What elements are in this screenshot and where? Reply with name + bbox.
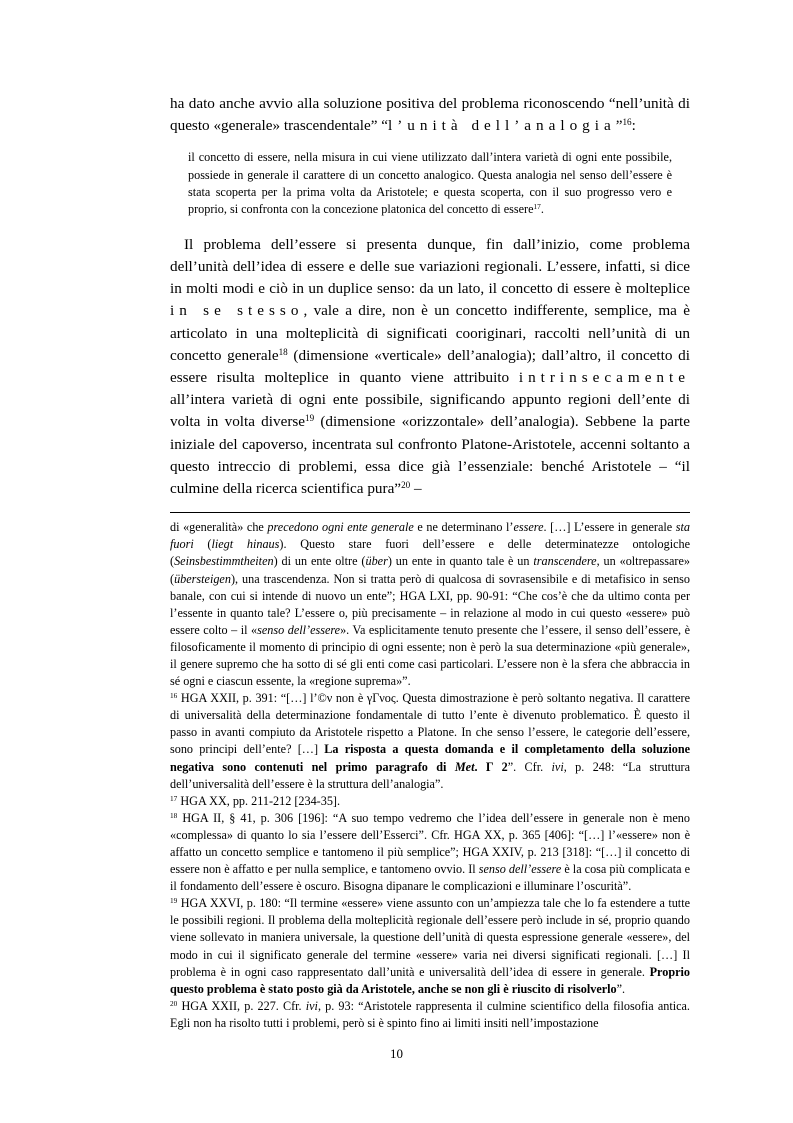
footnote-16: $^{16}$ HGA XXII, p. 391: “[…] l’©ν non è γΓνος. Questa dimostrazione è però soltanto negativa. Il carattere di universalità della determinazione fondamentale di tutto l’ente è divenuto problematico. È questo il passo in avanti compiuto da Aristotele rispetto a Platone. In che senso l’essere, le categorie dell’essere, sono principi dell’ente? […] La risposta a questa domanda e il completamento della soluzione negativa sono contenuti nel primo paragrafo di Met. Γ 2”. Cfr. ivi, p. 248: “La struttura dell’universalità dell’essere è la struttura dell’analogia”.: [170, 691, 691, 791]
paragraph-main: Il problema dell’essere si presenta dunque, fin dall’inizio, come problema dell’unità dell’idea di essere e delle sue variazioni regionali. L’essere, infatti, si dice in molti modi e ciò in un duplice senso: da un lato, il concetto di essere è molteplice in se stesso, vale a dire, non è un concetto indifferente, semplice, ma è articolato in una molteplicità di significati cooriginari, raccolti nell’unità di un concetto generale$^{18}$ (dimensione «verticale» dell’analogia); dall’altro, il concetto di essere risulta molteplice in quanto viene attribuito intrinsecamente all’intera varietà di ogni ente possibile, significando appunto regioni dell’ente di volta in volta diverse$^{19}$ (dimensione «orizzontale» dell’analogia). Sebbene la parte iniziale del capoverso, incentrata sul confronto Platone-Aristotele, accenni soltanto a questo intreccio di problemi, essa dice già l’essenziale: benché Aristotele – “il culmine della ricerca scientifica pura”$^{20}$ –: [170, 235, 691, 498]
footnote-number: 16: [170, 691, 178, 701]
footnote-continued: di «generalità» che precedono ogni ente generale e ne determinano l’essere. […] L’essere in generale sta fuori (liegt hinaus). Questo stare fuori dell’essere e delle determinatezze ontologiche (Seinsbestimmtheiten) di un ente oltre (über) un ente in quanto tale è un transcendere, un «oltrepassare» (übersteigen), una trascendenza. Non si tratta però di qualcosa di sovrasensibile e di metafisico in senso banale, con cui si intende di nuovo un ente”; HGA LXI, pp. 90-91: “Che cos’è che da ultimo conta per l’essente in quanto tale? L’essere o, più precisamente – in relazione al modo in cui questo «essere» può essere colto – il «senso dell’essere». Va esplicitamente tenuto presente che l’essere, il senso dell’essere, è filosoficamente il momento di principio di ogni essente; non è però la sua determinazione «più generale», il genere supremo che ha sotto di sé gli enti come casi particolari. L’essere non è la sfera che abbraccia in sé ogni e ciascun essente, la «regione suprema»”.: [170, 520, 690, 689]
footnote-17: $^{17}$ HGA XX, pp. 211-212 [234-35].: [170, 793, 341, 808]
page-content: [170, 93, 690, 1032]
footnote-number: 20: [170, 998, 178, 1008]
footnote-20: $^{20}$ HGA XXII, p. 227. Cfr. ivi, p. 93: “Aristotele rappresenta il culmine scientifico della filosofia antica. Egli non ha risolto tutti i problemi, però si è spinto fino ai limiti insiti nell’impostazione: [170, 998, 690, 1030]
footnote-ref-18[interactable]: 18: [278, 346, 288, 357]
spaced-emphasis: l’unità dell’analogia: [388, 117, 616, 135]
footnote-ref-17[interactable]: 17: [533, 201, 541, 211]
page-number: 10: [390, 1046, 403, 1061]
block-quote: il concetto di essere, nella misura in cui viene utilizzato dall’intera varietà di ogni ente possibile, possiede in generale il carattere di un concetto analogico. Questa analogia nel senso dell’essere è stata scoperta per la prima volta da Aristotele; e questa scoperta, con il suo progresso vero e proprio, si confronta con la concezione platonica del concetto di essere$^{17}$.: [188, 150, 672, 216]
footnote-separator: [170, 512, 690, 513]
paragraph-continued: ha dato anche avvio alla soluzione positiva del problema riconoscendo “nell’unità di questo «generale» trascendentale” “l’unità dell’analogia”$^{16}$:: [170, 95, 690, 135]
footnote-ref-19[interactable]: 19: [305, 413, 315, 424]
footnotes: [170, 519, 690, 1032]
footnote-ref-20[interactable]: 20: [401, 480, 411, 490]
footnote-number: 18: [170, 810, 178, 820]
footnote-number: 19: [170, 896, 178, 906]
footnote-19: $^{19}$ HGA XXVI, p. 180: “Il termine «essere» viene assunto con un’ampiezza tale che lo fa estendere a tutte le possibili regioni. Il problema della molteplicità regionale dell’essere però include in sé, proprio quando viene sollevato in maniera universale, la questione dell’unità di questa espressione generale «essere», del modo in cui il significato generale del termine «essere» varia nei diversi significati regionali. […] Il problema è in ogni caso rappresentato dall’unità e universalità dell’idea di essere in generale. Proprio questo problema è stato posto già da Aristotele, anche se non gli è riuscito di risolverlo”.: [170, 896, 690, 996]
spaced-emphasis: intrinsecamente: [518, 369, 690, 386]
footnote-18: $^{18}$ HGA II, § 41, p. 306 [196]: “A suo tempo vedremo che l’idea dell’essere in generale non è meno «complessa» di quanto lo sia l’essere dell’Esserci”. Cfr. HGA XX, p. 365 [406]: “[…] l’«essere» non è affatto un concetto semplice e tantomeno il più semplice”; HGA XXIV, p. 213 [318]: “[…] il concetto di essere non è affatto e per nulla semplice, e tantomeno ovvio. Il senso dell’essere è la cosa più complicata e il fondamento dell’essere è oscuro. Bisogna dipanare le complicazioni e illuminare l’oscurità”.: [170, 810, 691, 894]
spaced-emphasis: in se stesso: [170, 302, 304, 320]
footnote-ref-16[interactable]: 16: [622, 117, 632, 128]
footnote-number: 17: [170, 793, 178, 803]
